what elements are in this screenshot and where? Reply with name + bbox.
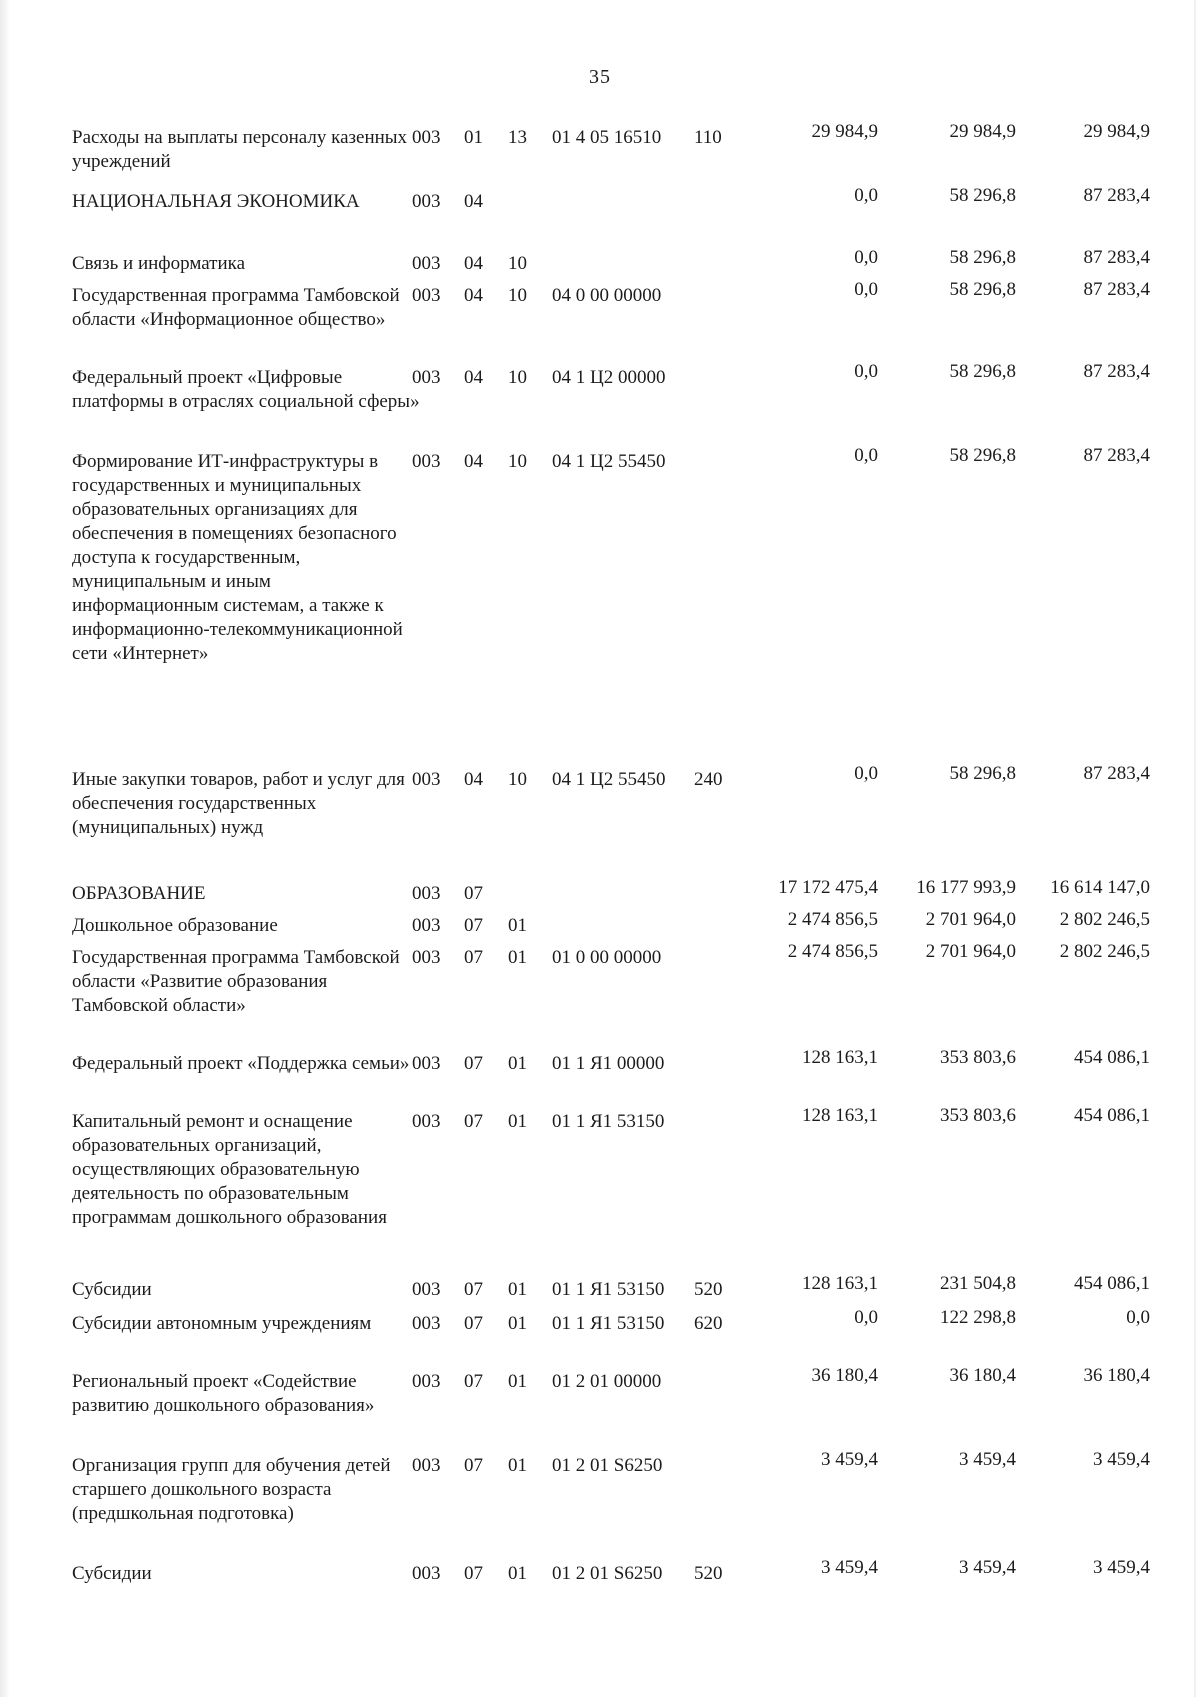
row-amount-year2: 353 803,6 [940, 1047, 1016, 1068]
row-target-article: 04 1 Ц2 00000 [552, 367, 666, 388]
row-subsection-code: 01 [508, 1111, 527, 1132]
row-target-article: 01 1 Я1 00000 [552, 1053, 665, 1074]
row-amount-year2: 122 298,8 [940, 1307, 1016, 1328]
row-amount-year2: 3 459,4 [959, 1557, 1016, 1578]
row-amount-year3: 87 283,4 [1083, 445, 1150, 466]
row-amount-year1: 0,0 [854, 763, 878, 784]
row-section-code: 04 [464, 451, 483, 472]
row-amount-year2: 58 296,8 [949, 361, 1016, 382]
row-amount-year3: 2 802 246,5 [1059, 909, 1150, 930]
row-name: Иные закупки товаров, работ и услуг для обеспечения государственных (муниципальных) нужд [72, 769, 405, 838]
row-ministry-code: 003 [412, 1053, 441, 1074]
row-amount-year3: 87 283,4 [1083, 279, 1150, 300]
row-name: Субсидии автономным учреждениям [72, 1313, 372, 1334]
row-target-article: 04 0 00 00000 [552, 285, 662, 306]
row-amount-year2: 3 459,4 [959, 1449, 1016, 1470]
row-name: НАЦИОНАЛЬНАЯ ЭКОНОМИКА [72, 191, 360, 212]
row-expense-type: 240 [694, 769, 723, 790]
row-amount-year3: 16 614 147,0 [1050, 877, 1150, 898]
row-amount-year1: 36 180,4 [811, 1365, 878, 1386]
row-target-article: 01 1 Я1 53150 [552, 1111, 665, 1132]
row-name: Организация групп для обучения детей старшего дошкольного возраста (предшкольная подготовка) [72, 1455, 391, 1524]
row-name: Государственная программа Тамбовской области «Информационное общество» [72, 285, 400, 330]
row-amount-year1: 17 172 475,4 [778, 877, 878, 898]
row-ministry-code: 003 [412, 253, 441, 274]
row-subsection-code: 01 [508, 1563, 527, 1584]
row-amount-year1: 3 459,4 [821, 1449, 878, 1470]
row-section-code: 07 [464, 947, 483, 968]
row-subsection-code: 10 [508, 769, 527, 790]
row-ministry-code: 003 [412, 1455, 441, 1476]
row-subsection-code: 10 [508, 451, 527, 472]
row-section-code: 04 [464, 367, 483, 388]
row-ministry-code: 003 [412, 127, 441, 148]
row-name: Дошкольное образование [72, 915, 278, 936]
scan-edge-line [1194, 0, 1196, 1697]
row-amount-year2: 58 296,8 [949, 763, 1016, 784]
row-name: Региональный проект «Содействие развитию дошкольного образования» [72, 1371, 375, 1416]
row-amount-year1: 0,0 [854, 279, 878, 300]
row-amount-year2: 58 296,8 [949, 185, 1016, 206]
row-amount-year2: 58 296,8 [949, 279, 1016, 300]
row-section-code: 07 [464, 1455, 483, 1476]
row-amount-year2: 36 180,4 [949, 1365, 1016, 1386]
row-expense-type: 520 [694, 1279, 723, 1300]
row-amount-year1: 0,0 [854, 445, 878, 466]
row-section-code: 07 [464, 1053, 483, 1074]
row-target-article: 04 1 Ц2 55450 [552, 451, 666, 472]
row-ministry-code: 003 [412, 285, 441, 306]
row-section-code: 04 [464, 285, 483, 306]
row-amount-year3: 454 086,1 [1074, 1105, 1150, 1126]
row-amount-year3: 3 459,4 [1093, 1449, 1150, 1470]
row-expense-type: 110 [694, 127, 722, 148]
row-section-code: 07 [464, 1111, 483, 1132]
row-name: Капитальный ремонт и оснащение образовательных организаций, осуществляющих образовательную деятельность по образовательным программам дошкольного образования [72, 1111, 387, 1228]
row-amount-year3: 87 283,4 [1083, 763, 1150, 784]
row-ministry-code: 003 [412, 1111, 441, 1132]
row-name: Государственная программа Тамбовской области «Развитие образования Тамбовской области» [72, 947, 400, 1016]
row-ministry-code: 003 [412, 1279, 441, 1300]
row-amount-year2: 2 701 964,0 [925, 909, 1016, 930]
row-name: Формирование ИТ-инфраструктуры в государственных и муниципальных образовательных организациях для обеспечения в помещениях безопасного доступа к государственным, муниципальным и иным информационным системам, а также к информационно-телекоммуникационной сети «Интернет» [72, 451, 403, 664]
row-target-article: 01 1 Я1 53150 [552, 1279, 665, 1300]
row-target-article: 04 1 Ц2 55450 [552, 769, 666, 790]
row-target-article: 01 4 05 16510 [552, 127, 662, 148]
row-amount-year3: 87 283,4 [1083, 361, 1150, 382]
row-amount-year1: 2 474 856,5 [787, 941, 878, 962]
row-section-code: 07 [464, 1279, 483, 1300]
row-subsection-code: 10 [508, 367, 527, 388]
row-ministry-code: 003 [412, 451, 441, 472]
row-subsection-code: 13 [508, 127, 527, 148]
row-section-code: 07 [464, 1371, 483, 1392]
row-section-code: 04 [464, 191, 483, 212]
row-amount-year3: 454 086,1 [1074, 1047, 1150, 1068]
row-expense-type: 620 [694, 1313, 723, 1334]
row-subsection-code: 10 [508, 285, 527, 306]
row-amount-year1: 128 163,1 [802, 1273, 878, 1294]
row-name: ОБРАЗОВАНИЕ [72, 883, 206, 904]
row-section-code: 07 [464, 915, 483, 936]
row-amount-year3: 87 283,4 [1083, 185, 1150, 206]
row-section-code: 04 [464, 253, 483, 274]
row-target-article: 01 2 01 S6250 [552, 1455, 663, 1476]
row-subsection-code: 01 [508, 1053, 527, 1074]
row-target-article: 01 2 01 S6250 [552, 1563, 663, 1584]
row-ministry-code: 003 [412, 769, 441, 790]
row-expense-type: 520 [694, 1563, 723, 1584]
row-subsection-code: 01 [508, 1313, 527, 1334]
row-name: Федеральный проект «Цифровые платформы в отраслях социальной сферы» [72, 367, 420, 412]
row-amount-year2: 58 296,8 [949, 445, 1016, 466]
row-amount-year1: 0,0 [854, 1307, 878, 1328]
row-amount-year1: 29 984,9 [811, 121, 878, 142]
row-subsection-code: 01 [508, 1279, 527, 1300]
row-amount-year1: 128 163,1 [802, 1105, 878, 1126]
row-subsection-code: 01 [508, 947, 527, 968]
row-subsection-code: 10 [508, 253, 527, 274]
row-ministry-code: 003 [412, 1371, 441, 1392]
row-subsection-code: 01 [508, 1371, 527, 1392]
row-amount-year2: 29 984,9 [949, 121, 1016, 142]
row-name: Федеральный проект «Поддержка семьи» [72, 1053, 410, 1074]
row-amount-year3: 3 459,4 [1093, 1557, 1150, 1578]
row-amount-year3: 2 802 246,5 [1059, 941, 1150, 962]
row-target-article: 01 0 00 00000 [552, 947, 662, 968]
row-section-code: 01 [464, 127, 483, 148]
row-amount-year1: 128 163,1 [802, 1047, 878, 1068]
row-amount-year1: 0,0 [854, 185, 878, 206]
row-section-code: 07 [464, 883, 483, 904]
row-ministry-code: 003 [412, 915, 441, 936]
row-section-code: 04 [464, 769, 483, 790]
row-ministry-code: 003 [412, 1563, 441, 1584]
row-name: Расходы на выплаты персоналу казенных учреждений [72, 127, 408, 172]
row-name: Субсидии [72, 1563, 152, 1584]
row-amount-year2: 58 296,8 [949, 247, 1016, 268]
row-ministry-code: 003 [412, 947, 441, 968]
row-amount-year3: 36 180,4 [1083, 1365, 1150, 1386]
row-amount-year2: 16 177 993,9 [916, 877, 1016, 898]
row-ministry-code: 003 [412, 1313, 441, 1334]
row-amount-year3: 454 086,1 [1074, 1273, 1150, 1294]
row-amount-year2: 353 803,6 [940, 1105, 1016, 1126]
row-amount-year3: 29 984,9 [1083, 121, 1150, 142]
row-amount-year2: 2 701 964,0 [925, 941, 1016, 962]
row-ministry-code: 003 [412, 191, 441, 212]
row-target-article: 01 2 01 00000 [552, 1371, 662, 1392]
row-amount-year3: 87 283,4 [1083, 247, 1150, 268]
row-subsection-code: 01 [508, 915, 527, 936]
row-target-article: 01 1 Я1 53150 [552, 1313, 665, 1334]
row-ministry-code: 003 [412, 883, 441, 904]
page-number: 35 [589, 66, 611, 88]
row-subsection-code: 01 [508, 1455, 527, 1476]
row-ministry-code: 003 [412, 367, 441, 388]
row-amount-year2: 231 504,8 [940, 1273, 1016, 1294]
row-section-code: 07 [464, 1313, 483, 1334]
row-amount-year3: 0,0 [1126, 1307, 1150, 1328]
row-amount-year1: 2 474 856,5 [787, 909, 878, 930]
row-section-code: 07 [464, 1563, 483, 1584]
row-amount-year1: 0,0 [854, 361, 878, 382]
row-name: Субсидии [72, 1279, 152, 1300]
row-amount-year1: 0,0 [854, 247, 878, 268]
row-name: Связь и информатика [72, 253, 246, 274]
row-amount-year1: 3 459,4 [821, 1557, 878, 1578]
scan-shadow [0, 0, 10, 1697]
